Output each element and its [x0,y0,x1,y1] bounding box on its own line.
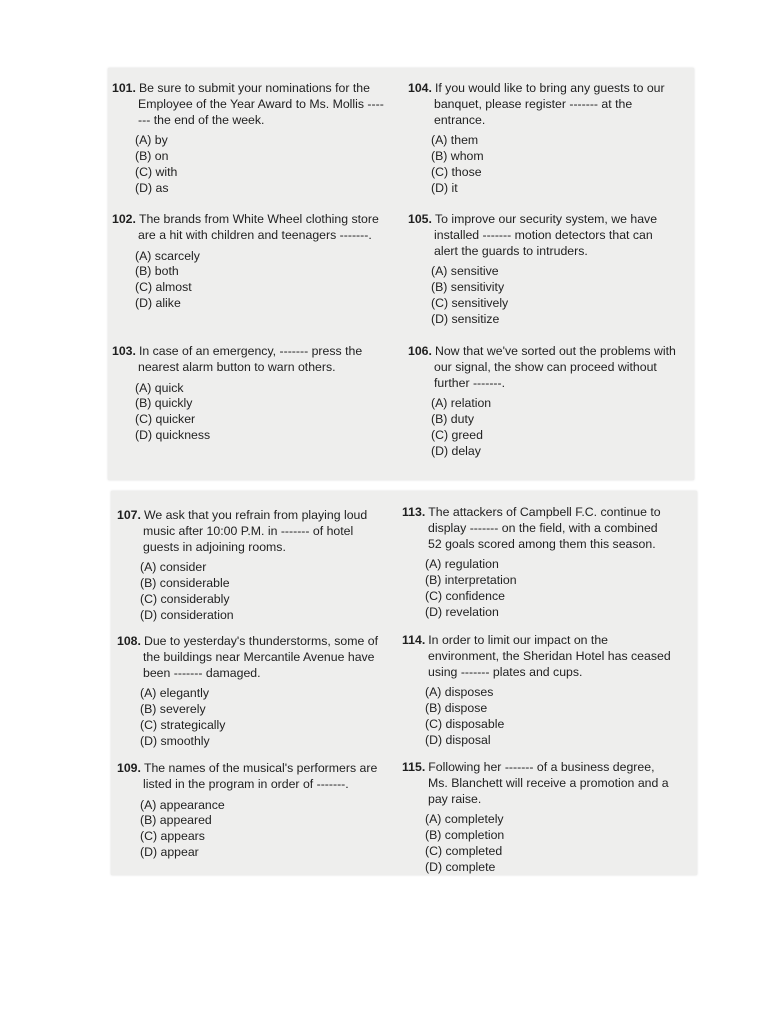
option-b[interactable]: (B) appeared [140,813,212,828]
option-a[interactable]: (A) elegantly [140,686,210,701]
option-c[interactable]: (C) those [431,164,482,179]
option-c[interactable]: (C) greed [431,427,483,442]
question-text: If you would like to bring any guests to our banquet, please register ------- at the entrance. [434,81,665,127]
option-a[interactable]: (A) sensitive [431,264,499,279]
option-d[interactable]: (D) it [431,180,458,195]
question-114 [402,633,674,749]
answer-options [402,812,674,875]
question-number: 105. [408,212,432,226]
question-number: 115. [402,760,426,774]
option-c[interactable]: (C) appears [140,829,205,844]
question-number: 108. [117,634,141,648]
option-c[interactable]: (C) quicker [135,412,196,427]
option-d[interactable]: (D) sensitize [431,311,500,326]
question-113 [402,505,674,621]
question-106 [408,344,680,460]
question-105 [408,212,680,328]
question-104 [408,81,680,197]
option-a[interactable]: (A) them [431,133,479,148]
option-d[interactable]: (D) appear [140,844,199,859]
option-c[interactable]: (C) with [135,164,178,179]
question-text: The attackers of Campbell F.C. continue to display ------- on the field, with a combined 52 goals scored among them this season. [428,505,661,551]
answer-options [117,560,389,623]
question-text: The brands from White Wheel clothing store are a hit with children and teenagers -------. [138,212,379,242]
test-page-top [108,68,694,480]
question-101 [112,81,384,197]
option-b[interactable]: (B) sensitivity [431,280,505,295]
option-d[interactable]: (D) as [135,180,169,195]
test-page-bottom [111,491,697,875]
answer-options [408,396,680,459]
question-number: 102. [112,212,136,226]
option-a[interactable]: (A) by [135,133,168,148]
option-b[interactable]: (B) severely [140,702,206,717]
question-text: In order to limit our impact on the environment, the Sheridan Hotel has ceased using ------- plates and cups. [428,633,671,679]
answer-options [402,685,674,748]
question-number: 114. [402,633,426,647]
question-109 [117,761,389,861]
option-d[interactable]: (D) smoothly [140,733,210,748]
option-c[interactable]: (C) strategically [140,717,226,732]
question-text: Due to yesterday's thunderstorms, some of the buildings near Mercantile Avenue have been ------- damaged. [143,634,378,680]
option-c[interactable]: (C) almost [135,280,192,295]
question-number: 103. [112,344,136,358]
option-b[interactable]: (B) whom [431,149,484,164]
option-d[interactable]: (D) alike [135,295,181,310]
answer-options [112,381,384,444]
option-d[interactable]: (D) complete [425,859,496,874]
option-c[interactable]: (C) completed [425,843,503,858]
question-number: 106. [408,344,432,358]
question-107 [117,508,389,624]
option-b[interactable]: (B) interpretation [425,573,517,588]
question-102 [112,212,384,312]
answer-options [112,133,384,196]
answer-options [112,249,384,312]
question-number: 109. [117,761,141,775]
option-a[interactable]: (A) regulation [425,557,499,572]
question-text: We ask that you refrain from playing loud music after 10:00 P.M. in ------- of hotel guests in adjoining rooms. [143,508,368,554]
question-103 [112,344,384,444]
option-b[interactable]: (B) completion [425,828,505,843]
option-d[interactable]: (D) disposal [425,732,491,747]
question-text: Following her ------- of a business degree, Ms. Blanchett will receive a promotion and a pay raise. [428,760,669,806]
option-c[interactable]: (C) considerably [140,591,230,606]
option-b[interactable]: (B) considerable [140,576,230,591]
answer-options [408,133,680,196]
answer-options [402,557,674,620]
option-b[interactable]: (B) on [135,149,169,164]
option-b[interactable]: (B) dispose [425,701,488,716]
option-d[interactable]: (D) revelation [425,604,499,619]
option-d[interactable]: (D) consideration [140,607,234,622]
question-number: 113. [402,505,426,519]
option-a[interactable]: (A) scarcely [135,248,200,263]
question-108 [117,634,389,750]
option-b[interactable]: (B) duty [431,412,475,427]
question-number: 101. [112,81,136,95]
question-number: 104. [408,81,432,95]
answer-options [117,686,389,749]
option-c[interactable]: (C) confidence [425,588,505,603]
option-b[interactable]: (B) both [135,264,179,279]
option-a[interactable]: (A) relation [431,396,492,411]
option-a[interactable]: (A) appearance [140,797,225,812]
question-text: In case of an emergency, ------- press the nearest alarm button to warn others. [138,344,363,374]
answer-options [117,798,389,861]
option-c[interactable]: (C) sensitively [431,295,509,310]
option-c[interactable]: (C) disposable [425,716,505,731]
question-text: The names of the musical's performers are listed in the program in order of -------. [143,761,378,791]
question-number: 107. [117,508,141,522]
option-a[interactable]: (A) completely [425,812,504,827]
option-b[interactable]: (B) quickly [135,396,193,411]
option-d[interactable]: (D) quickness [135,427,211,442]
question-text: Be sure to submit your nominations for the Employee of the Year Award to Ms. Mollis ------- the end of the week. [138,81,384,127]
answer-options [408,264,680,327]
option-a[interactable]: (A) consider [140,560,207,575]
option-a[interactable]: (A) disposes [425,685,494,700]
question-text: To improve our security system, we have installed ------- motion detectors that can alert the guards to intruders. [434,212,658,258]
option-d[interactable]: (D) delay [431,443,481,458]
question-text: Now that we've sorted out the problems with our signal, the show can proceed without further -------. [434,344,676,390]
question-115 [402,760,674,876]
option-a[interactable]: (A) quick [135,380,184,395]
